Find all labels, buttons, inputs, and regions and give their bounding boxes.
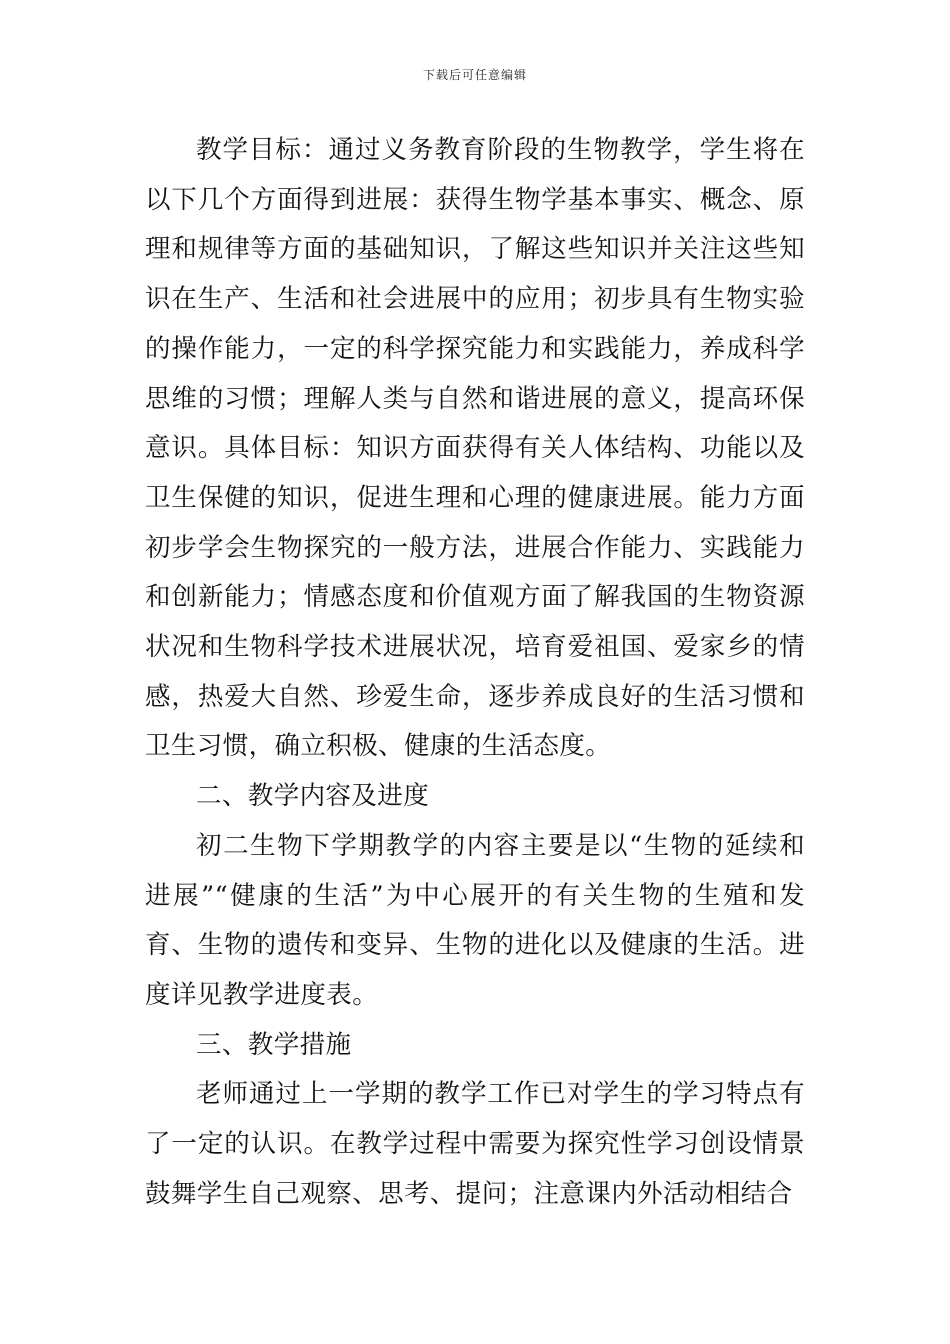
teaching-measures-paragraph: 老师通过上一学期的教学工作已对学生的学习特点有了一定的认识。在教学过程中需要为探究性学习创设情景鼓舞学生自己观察、思考、提问；注意课内外活动相结合	[145, 1079, 805, 1209]
section-heading-content: 二、教学内容及进度	[196, 781, 430, 812]
teaching-goals-paragraph: 教学目标：通过义务教育阶段的生物教学，学生将在以下几个方面得到进展：获得生物学基本事实、概念、原理和规律等方面的基础知识，了解这些知识并关注这些知识在生产、生活和社会进展中的应用；初步具有生物实验的操作能力，一定的科学探究能力和实践能力，养成科学思维的习惯；理解人类与自然和谐进展的意义，提高环保意识。具体目标：知识方面获得有关人体结构、功能以及卫生保健的知识，促进生理和心理的健康进展。能力方面初步学会生物探究的一般方法，进展合作能力、实践能力和创新能力；情感态度和价值观方面了解我国的生物资源状况和生物科学技术进展状况，培育爱祖国、爱家乡的情感，热爱大自然、珍爱生命，逐步养成良好的生活习惯和卫生习惯，确立积极、健康的生活态度。	[145, 135, 805, 762]
document-body	[145, 126, 805, 1219]
teaching-content-paragraph: 初二生物下学期教学的内容主要是以“生物的延续和进展”“健康的生活”为中心展开的有关生物的生殖和发育、生物的遗传和变异、生物的进化以及健康的生活。进度详见教学进度表。	[145, 830, 805, 1010]
page-header: 下载后可任意编辑	[422, 68, 527, 82]
section-heading-measures: 三、教学措施	[196, 1029, 352, 1060]
